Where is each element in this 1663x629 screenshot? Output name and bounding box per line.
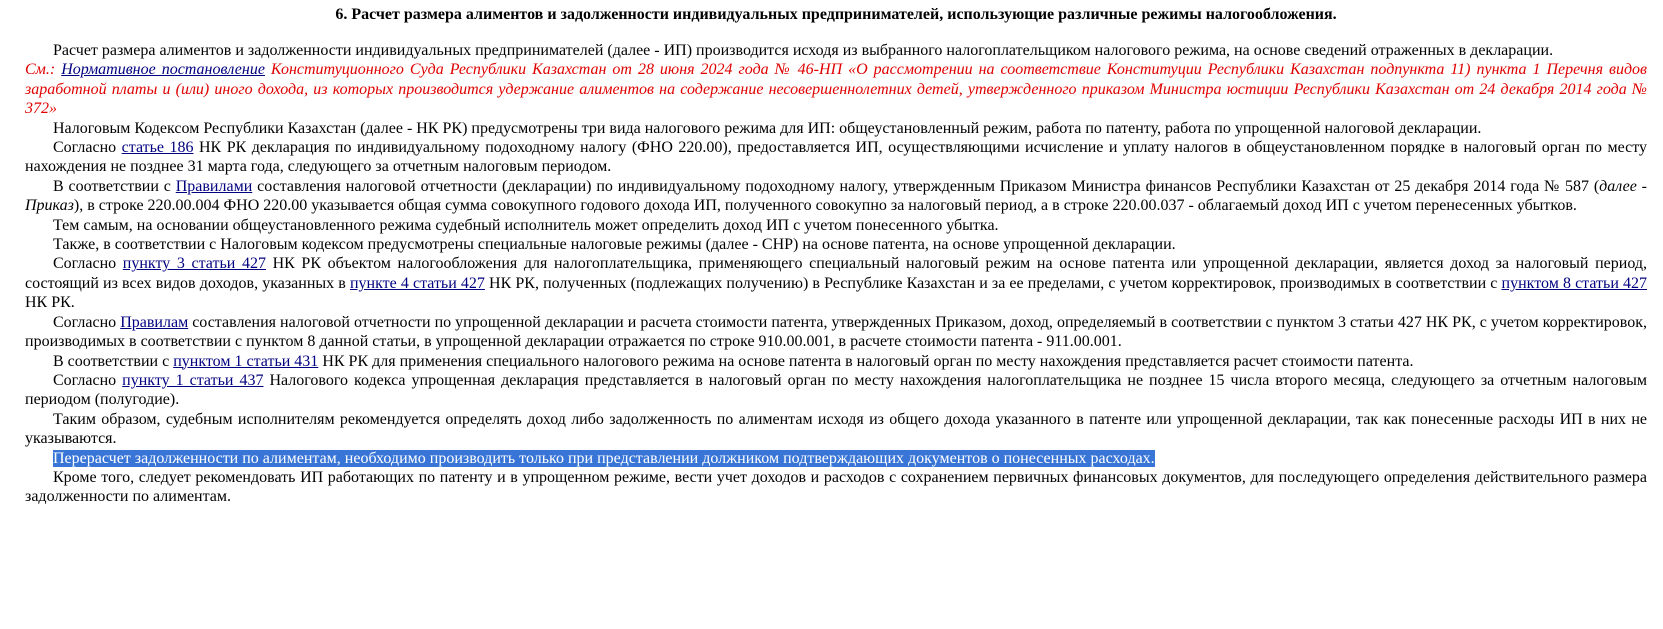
rules-link[interactable]: Правилами	[175, 177, 253, 195]
paragraph-recalculation	[25, 449, 1647, 468]
article-186-link[interactable]: статье 186	[121, 139, 194, 157]
paragraph-text: Согласно	[53, 313, 121, 331]
paragraph-text: Тем самым, на основании общеустановленного режима судебный исполнитель может определить доход ИП с учетом понесенного убытка.	[53, 216, 999, 234]
paragraph-article-431	[25, 352, 1647, 371]
paragraph-intro	[25, 41, 1647, 60]
paragraph-article-427	[25, 254, 1647, 312]
paragraph-tax-regimes	[25, 119, 1647, 138]
paragraph-text: НК РК.	[25, 294, 75, 312]
article-431-link[interactable]: пунктом 1 статьи 431	[173, 352, 319, 370]
paragraph-special-regimes	[25, 235, 1647, 254]
section-title: 6. Расчет размера алиментов и задолженности индивидуальных предпринимателей, использующие различные режимы налогообложения.	[335, 6, 1337, 23]
paragraph-conclusion	[25, 410, 1647, 449]
paragraph-text: Таким образом, судебным исполнителям рекомендуется определять доход либо задолженность по алиментам исходя из общего дохода указанного в патенте или упрощенной декларации, так как понесенные расходы ИП в них не указываются.	[25, 410, 1647, 448]
article-427-p4-link[interactable]: пункте 4 статьи 427	[349, 274, 485, 292]
article-427-p8-link[interactable]: пунктом 8 статьи 427	[1501, 274, 1648, 292]
reference-prefix: См.:	[25, 61, 62, 79]
article-427-p3-link[interactable]: пункту 3 статьи 427	[122, 255, 266, 273]
paragraph-text: Также, в соответствии с Налоговым кодексом предусмотрены специальные налоговые режимы (далее - СНР) на основе патента, на основе упрощенной декларации.	[53, 236, 1176, 254]
paragraph-rules-ipn	[25, 177, 1647, 216]
paragraph-text: составления налоговой отчетности (декларации) по индивидуальному подоходному налогу, утвержденным Приказом Министра финансов Республики Казахстан от 25 декабря 2014 года № 587 (	[252, 177, 1600, 195]
paragraph-article-186	[25, 138, 1647, 177]
italic-text: далее - Приказ	[25, 177, 1648, 215]
paragraph-text: Налоговым Кодексом Республики Казахстан (далее - НК РК) предусмотрены три вида налогового режима для ИП: общеустановленный режим, работа по патенту, работа по упрощенной налоговой декларации.	[53, 119, 1482, 137]
paragraph-text: НК РК объектом налогообложения для налогоплательщика, применяющего специальный налоговый режим на основе патента или упрощенной декларации, является доход за налоговый период, состоящий из всех видов доходов, указанных в	[25, 255, 1648, 292]
paragraph-recommendation	[25, 468, 1647, 507]
article-437-link[interactable]: пункту 1 статьи 437	[122, 371, 264, 389]
normative-resolution-link[interactable]: Нормативное постановление	[61, 61, 265, 79]
paragraph-text: ), в строке 220.00.004 ФНО 220.00 указывается общая сумма совокупного годового дохода ИП, полученного совокупно за налоговый период, а в строке 220.00.037 - облагаемый доход ИП с учетом перенесенных убытков.	[73, 197, 1577, 215]
paragraph-text: В соответствии с	[53, 177, 176, 195]
paragraph-general-regime	[25, 216, 1647, 235]
selected-text[interactable]: Перерасчет задолженности по алиментам, необходимо производить только при представлении должником подтверждающих документов о понесенных расходах.	[53, 449, 1155, 467]
paragraph-text: Согласно	[53, 371, 123, 389]
paragraph-rules-simplified	[25, 313, 1647, 352]
rules-simplified-link[interactable]: Правилам	[120, 313, 189, 331]
reference-note	[25, 60, 1647, 118]
paragraph-article-437	[25, 371, 1647, 410]
paragraph-text: Кроме того, следует рекомендовать ИП работающих по патенту и в упрощенном режиме, вести учет доходов и расходов с сохранением первичных финансовых документов, для последующего определения действительного размера задолженности по алиментам.	[25, 468, 1647, 506]
paragraph-text: Налогового кодекса упрощенная декларация представляется в налоговый орган по месту нахождения налогоплательщика не позднее 15 числа второго месяца, следующего за отчетным налоговым периодом (полугодие).	[25, 371, 1647, 409]
paragraph-text: Согласно	[53, 139, 122, 157]
paragraph-text: В соответствии с	[53, 352, 174, 370]
paragraph-text: НК РК, полученных (подлежащих получению) в Республике Казахстан и за ее пределами, с учетом корректировок, производимых в соответствии с	[484, 274, 1502, 292]
paragraph-text: НК РК для применения специального налогового режима на основе патента в налоговый орган по месту нахождения представляется расчет стоимости патента.	[318, 352, 1414, 370]
reference-text: Конституционного Суда Республики Казахстан от 28 июня 2024 года № 46-НП «О рассмотрении на соответствие Конституции Республики Казахстан подпункта 11) пункта 1 Перечня видов заработной платы и (или) иного дохода, из которых производится удержание алиментов на содержание несовершеннолетних детей, утвержденного приказом Министра юстиции Республики Казахстан от 24 декабря 2014 года № 372»	[25, 61, 1648, 118]
paragraph-text: Расчет размера алиментов и задолженности индивидуальных предпринимателей (далее - ИП) производится исходя из выбранного налогоплательщиком налогового режима, на основе сведений отраженных в декларации.	[53, 42, 1554, 59]
paragraph-text: Согласно	[53, 255, 123, 273]
paragraph-text: составления налоговой отчетности по упрощенной декларации и расчета стоимости патента, утвержденных Приказом, доход, определяемый в соответствии с пунктом 3 статьи 427 НК РК, с учетом корректировок, производимых в соответствии с пунктом 8 данной статьи, в упрощенной декларации отражается по строке 910.00.001, в расчете стоимости патента - 911.00.001.	[25, 313, 1648, 351]
paragraph-text: НК РК декларация по индивидуальному подоходному налогу (ФНО 220.00), предоставляется ИП, осуществляющими исчисление и уплату налогов в общеустановленном порядке в налоговый орган по месту нахождения не позднее 31 марта года, следующего за отчетным налоговым периодом.	[25, 139, 1648, 176]
